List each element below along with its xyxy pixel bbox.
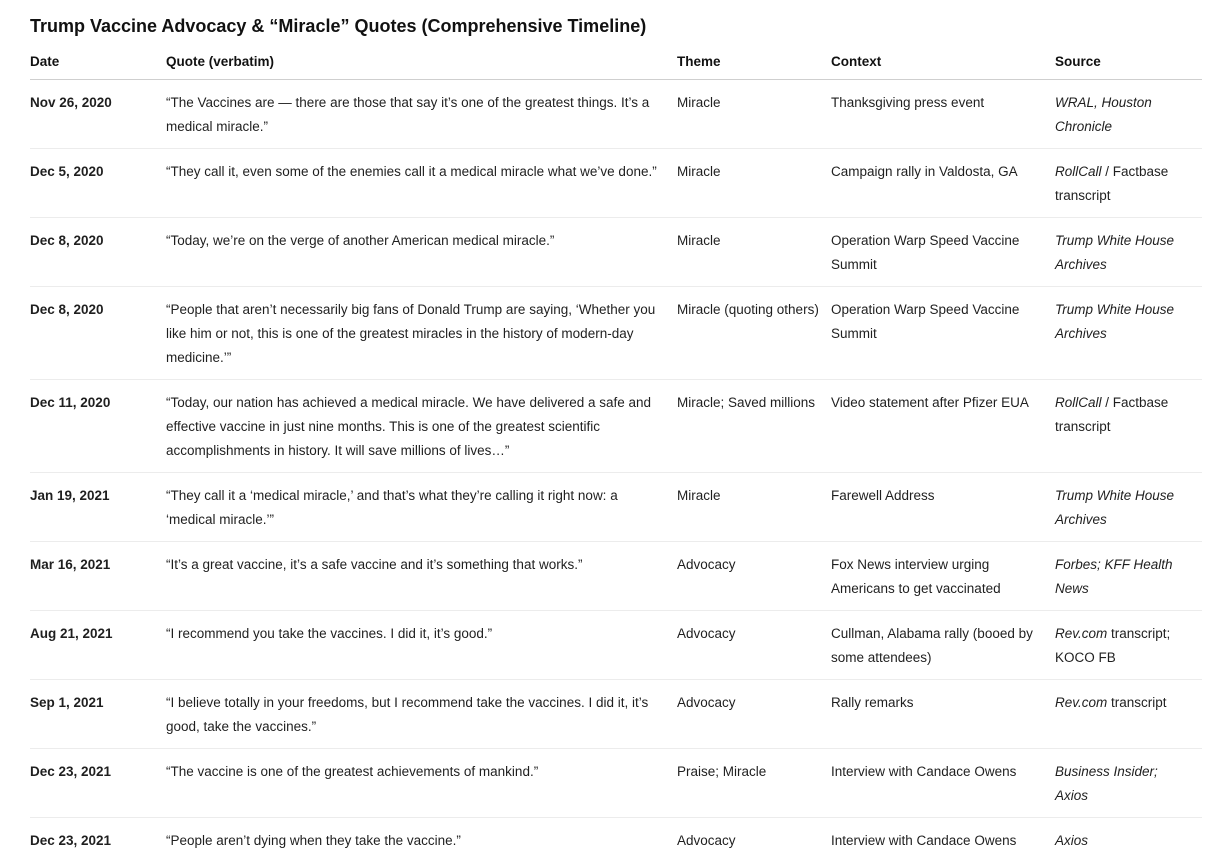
cell-quote: “I believe totally in your freedoms, but I recommend take the vaccines. I did it, it’s good, take the vaccines.” (166, 680, 677, 749)
source-part: Trump White House Archives (1055, 488, 1175, 527)
cell-context: Fox News interview urging Americans to get vaccinated (831, 542, 1055, 611)
source-part: / Factbase transcript (1055, 164, 1169, 203)
source-part: Trump White House Archives (1055, 233, 1175, 272)
column-header-theme: Theme (677, 50, 831, 80)
cell-context: Thanksgiving press event (831, 80, 1055, 149)
cell-context: Interview with Candace Owens (831, 833, 1017, 848)
cell-theme: Miracle (quoting others) (677, 287, 831, 380)
cell-date: Dec 23, 2021 (30, 833, 112, 848)
cell-theme: Advocacy (677, 542, 831, 611)
cell-context: Rally remarks (831, 680, 1055, 749)
cell-context: Operation Warp Speed Vaccine Summit (831, 287, 1055, 380)
cell-source (1055, 287, 1202, 380)
source-part: Trump White House Archives (1055, 302, 1175, 341)
column-header-quote: Quote (verbatim) (166, 50, 677, 80)
cell-context: Video statement after Pfizer EUA (831, 380, 1055, 473)
cell-theme: Advocacy (677, 833, 736, 848)
cell-date: Jan 19, 2021 (30, 473, 166, 542)
source-part: Rev.com (1055, 626, 1108, 641)
table-row (30, 818, 1202, 853)
cell-quote: “Today, we’re on the verge of another American medical miracle.” (166, 218, 677, 287)
cell-quote: “The Vaccines are — there are those that say it’s one of the greatest things. It’s a medical miracle.” (166, 80, 677, 149)
cell-theme: Miracle (677, 149, 831, 218)
cell-date: Dec 23, 2021 (30, 749, 166, 818)
cell-quote: “They call it a ‘medical miracle,’ and that’s what they’re calling it right now: a ‘medical miracle.’” (166, 473, 677, 542)
cell-quote: “Today, our nation has achieved a medical miracle. We have delivered a safe and effective vaccine in just nine months. This is one of the greatest scientific accomplishments in history. It will save millions of lives…” (166, 380, 677, 473)
cell-date: Dec 5, 2020 (30, 149, 166, 218)
cell-source (1055, 80, 1202, 149)
cell-quote: “It’s a great vaccine, it’s a safe vaccine and it’s something that works.” (166, 542, 677, 611)
cell-context: Cullman, Alabama rally (booed by some attendees) (831, 611, 1055, 680)
cell-context: Farewell Address (831, 473, 1055, 542)
cell-source (1055, 680, 1202, 749)
cell-source (1055, 473, 1202, 542)
source-part: / Factbase transcript (1055, 395, 1169, 434)
cell-source (1055, 218, 1202, 287)
table-row (30, 473, 1202, 542)
cell-quote: “The vaccine is one of the greatest achievements of mankind.” (166, 749, 677, 818)
column-header-source: Source (1055, 50, 1202, 80)
cell-date: Dec 8, 2020 (30, 287, 166, 380)
cell-source (1055, 611, 1202, 680)
cell-theme: Miracle; Saved millions (677, 380, 831, 473)
cell-context: Operation Warp Speed Vaccine Summit (831, 218, 1055, 287)
source-part: Rev.com (1055, 695, 1108, 710)
cell-source (1055, 542, 1202, 611)
cell-date: Aug 21, 2021 (30, 611, 166, 680)
cell-date: Sep 1, 2021 (30, 680, 166, 749)
cell-quote: “People aren’t dying when they take the vaccine.” (166, 833, 461, 848)
table-row (30, 542, 1202, 611)
table-row (30, 611, 1202, 680)
cell-source (1055, 380, 1202, 473)
column-header-date: Date (30, 50, 166, 80)
cell-theme: Miracle (677, 80, 831, 149)
source-part: Forbes; KFF Health News (1055, 557, 1173, 596)
cell-quote: “They call it, even some of the enemies call it a medical miracle what we’ve done.” (166, 149, 677, 218)
cell-theme: Advocacy (677, 680, 831, 749)
source-part: transcript; KOCO FB (1055, 626, 1171, 665)
cell-quote: “I recommend you take the vaccines. I did it, it’s good.” (166, 611, 677, 680)
table-row (30, 749, 1202, 818)
cell-theme: Miracle (677, 218, 831, 287)
column-header-context: Context (831, 50, 1055, 80)
table-row (30, 80, 1202, 149)
table-row (30, 680, 1202, 749)
source-part: WRAL, Houston Chronicle (1055, 95, 1152, 134)
table-row (30, 149, 1202, 218)
quotes-table (30, 50, 1202, 853)
cell-date: Dec 8, 2020 (30, 218, 166, 287)
source-part: Axios (1055, 833, 1089, 848)
cell-source (1055, 749, 1202, 818)
cell-context: Interview with Candace Owens (831, 749, 1055, 818)
cell-quote: “People that aren’t necessarily big fans of Donald Trump are saying, ‘Whether you like him or not, this is one of the greatest miracles in the history of modern-day medicine.’” (166, 287, 677, 380)
cell-theme: Praise; Miracle (677, 749, 831, 818)
page-title: Trump Vaccine Advocacy & “Miracle” Quotes (Comprehensive Timeline) (30, 16, 647, 36)
cell-theme: Miracle (677, 473, 831, 542)
cell-theme: Advocacy (677, 611, 831, 680)
cell-date: Nov 26, 2020 (30, 80, 166, 149)
table-row (30, 218, 1202, 287)
table-row (30, 380, 1202, 473)
cell-date: Mar 16, 2021 (30, 542, 166, 611)
table-body (30, 80, 1202, 853)
table-row (30, 287, 1202, 380)
cell-source (1055, 149, 1202, 218)
source-part: transcript (1107, 695, 1167, 710)
source-part: RollCall (1055, 164, 1102, 179)
cell-date: Dec 11, 2020 (30, 380, 166, 473)
cell-source (1055, 818, 1202, 853)
source-part: RollCall (1055, 395, 1102, 410)
cell-context: Campaign rally in Valdosta, GA (831, 149, 1055, 218)
source-part: Business Insider; Axios (1055, 764, 1158, 803)
table-header-row (30, 50, 1202, 80)
